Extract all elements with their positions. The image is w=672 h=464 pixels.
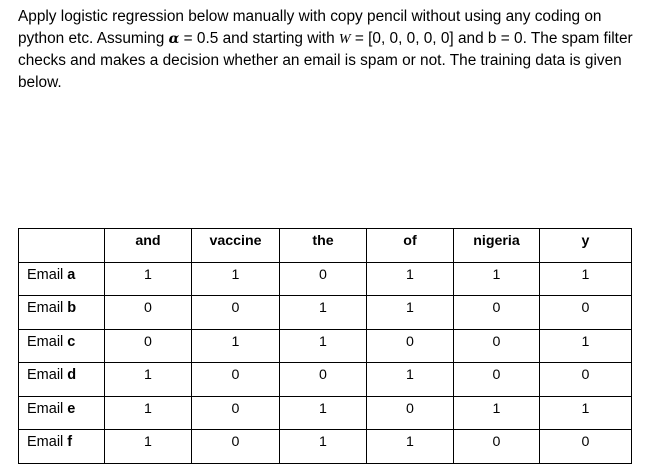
table-cell: 1: [367, 430, 454, 464]
table-cell: 1: [105, 430, 192, 464]
table-row: [19, 396, 632, 430]
problem-text-part2: = 0.5 and starting with: [179, 29, 339, 47]
problem-statement: [18, 6, 648, 93]
table-cell: 0: [454, 363, 540, 397]
table-cell: 0: [192, 396, 280, 430]
table-cell: 1: [454, 262, 540, 296]
row-label-prefix: Email: [27, 333, 68, 350]
row-label-letter: c: [67, 333, 76, 350]
table-cell: 1: [280, 396, 367, 430]
table-cell: 1: [367, 363, 454, 397]
header-cell-the: the: [280, 229, 367, 263]
row-label-prefix: Email: [27, 400, 68, 417]
table-cell: 1: [367, 296, 454, 330]
header-cell-and: and: [105, 229, 192, 263]
alpha-symbol: α: [168, 30, 180, 47]
table-row: [19, 296, 632, 330]
table-cell: 0: [540, 296, 632, 330]
table-row: [19, 430, 632, 464]
row-label-email-b: [19, 296, 105, 330]
table-cell: 0: [280, 363, 367, 397]
header-cell-vaccine: vaccine: [192, 229, 280, 263]
row-label-email-f: [19, 430, 105, 464]
table-cell: 1: [105, 363, 192, 397]
table-cell: 0: [454, 329, 540, 363]
table-cell: 0: [367, 396, 454, 430]
table-cell: 0: [105, 296, 192, 330]
table-cell: 0: [540, 430, 632, 464]
table-cell: 1: [540, 262, 632, 296]
row-label-letter: e: [67, 400, 76, 417]
table-cell: 0: [540, 363, 632, 397]
table-cell: 1: [540, 329, 632, 363]
table-cell: 0: [454, 296, 540, 330]
table-cell: 1: [454, 396, 540, 430]
row-label-email-e: [19, 396, 105, 430]
table-cell: 1: [192, 329, 280, 363]
table-cell: 0: [192, 430, 280, 464]
table-cell: 1: [105, 396, 192, 430]
w-symbol: W: [338, 31, 351, 47]
table-cell: 1: [280, 430, 367, 464]
table-cell: 1: [192, 262, 280, 296]
row-label-prefix: Email: [27, 300, 68, 316]
row-label-prefix: Email: [27, 434, 68, 450]
table-cell: 0: [192, 296, 280, 330]
row-label-prefix: Email: [27, 367, 68, 383]
row-label-email-a: [19, 262, 105, 296]
table-cell: 0: [105, 329, 192, 363]
header-cell-of: of: [367, 229, 454, 263]
table-cell: 0: [192, 363, 280, 397]
table-row: [19, 262, 632, 296]
table-row: [19, 363, 632, 397]
table-cell: 0: [454, 430, 540, 464]
table-row: [19, 329, 632, 363]
table-cell: 0: [280, 262, 367, 296]
row-label-prefix: Email: [27, 266, 68, 283]
row-label-letter: d: [67, 367, 77, 383]
header-cell-y: y: [540, 229, 632, 263]
table-cell: 0: [367, 329, 454, 363]
row-label-email-d: [19, 363, 105, 397]
table-cell: 1: [280, 296, 367, 330]
header-cell-corner: [19, 229, 105, 263]
table-header-row: [19, 229, 632, 263]
table-cell: 1: [540, 396, 632, 430]
row-label-email-c: [19, 329, 105, 363]
problem-text-part3: = [0, 0, 0, 0, 0] and b = 0. The spam filter checks and makes a decision whether an email is spam or not. The training data is given below.: [18, 29, 633, 91]
row-label-letter: a: [67, 266, 76, 283]
header-cell-nigeria: nigeria: [454, 229, 540, 263]
problem-text-part1: Apply logistic regression below manually with copy pencil without using any coding on python etc. Assuming: [18, 8, 602, 47]
row-label-letter: f: [67, 434, 73, 450]
table-cell: 1: [105, 262, 192, 296]
table-cell: 1: [367, 262, 454, 296]
training-data-table: [18, 228, 632, 464]
row-label-letter: b: [67, 300, 77, 316]
table-cell: 1: [280, 329, 367, 363]
